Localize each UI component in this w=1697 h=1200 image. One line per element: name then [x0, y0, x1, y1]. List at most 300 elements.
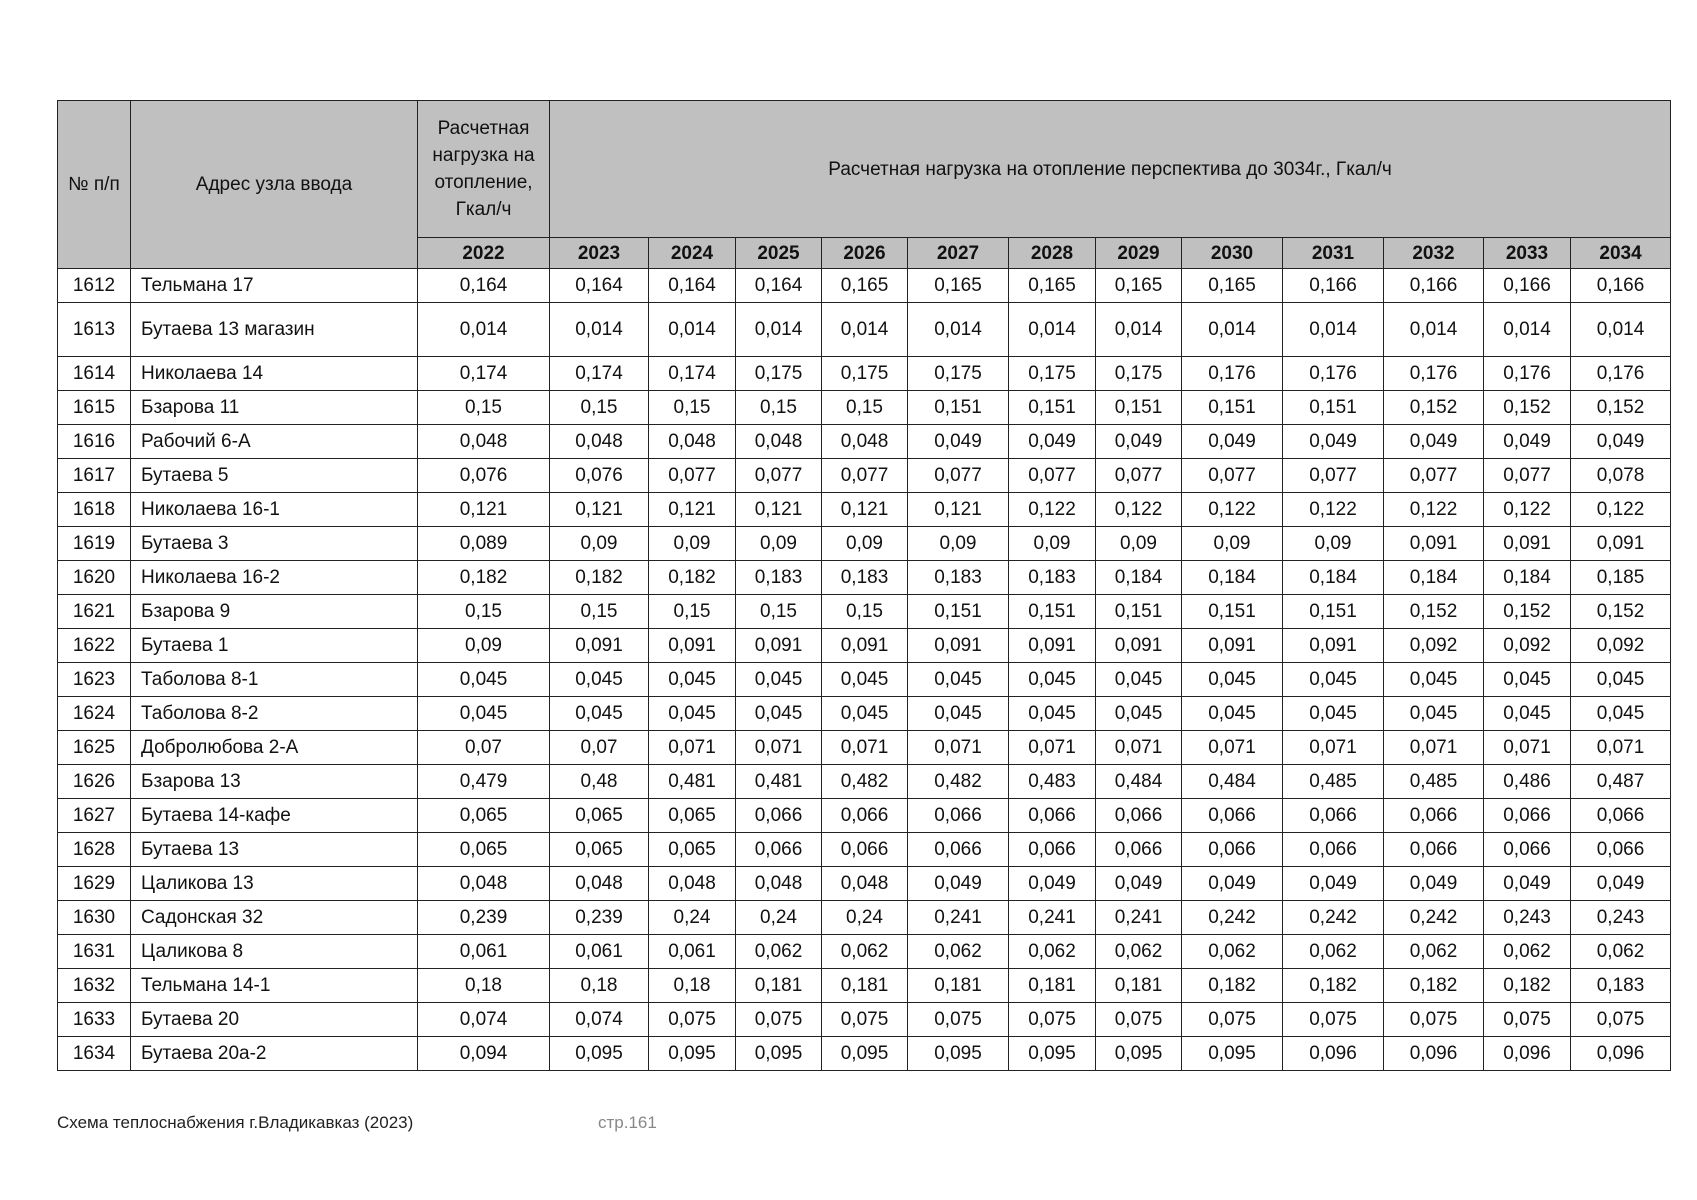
load-value-cell: 0,048	[822, 867, 908, 901]
load-value-cell: 0,077	[908, 459, 1009, 493]
row-address: Таболова 8-1	[131, 663, 418, 697]
load-value-cell: 0,045	[1096, 697, 1182, 731]
load-value-cell: 0,045	[1096, 663, 1182, 697]
load-value-cell: 0,048	[649, 867, 736, 901]
load-value-cell: 0,174	[550, 357, 649, 391]
table-row	[58, 935, 1671, 969]
load-value-cell: 0,095	[908, 1037, 1009, 1071]
load-value-cell: 0,15	[550, 595, 649, 629]
row-address: Бзарова 11	[131, 391, 418, 425]
load-value-cell: 0,09	[550, 527, 649, 561]
load-value-cell: 0,175	[908, 357, 1009, 391]
load-value-cell: 0,09	[649, 527, 736, 561]
load-value-cell: 0,045	[1484, 697, 1571, 731]
load-value-cell: 0,484	[1182, 765, 1283, 799]
load-value-cell: 0,078	[1571, 459, 1671, 493]
load-value-cell: 0,065	[550, 833, 649, 867]
load-value-cell: 0,066	[736, 799, 822, 833]
load-value-cell: 0,152	[1571, 595, 1671, 629]
load-value-cell: 0,181	[1096, 969, 1182, 1003]
row-address: Николаева 16-2	[131, 561, 418, 595]
load-value-cell: 0,183	[822, 561, 908, 595]
load-value-cell: 0,049	[1484, 425, 1571, 459]
load-value-cell: 0,066	[1484, 833, 1571, 867]
table-row	[58, 697, 1671, 731]
load-value-cell: 0,091	[1182, 629, 1283, 663]
load-value-cell: 0,165	[1096, 269, 1182, 303]
load-value-cell: 0,014	[1283, 303, 1384, 357]
row-number: 1630	[58, 901, 131, 935]
header-year: 2031	[1283, 238, 1384, 269]
load-value-cell: 0,151	[1009, 391, 1096, 425]
table-row	[58, 493, 1671, 527]
load-value-cell: 0,184	[1182, 561, 1283, 595]
load-value-cell: 0,075	[736, 1003, 822, 1037]
load-value-cell: 0,048	[736, 425, 822, 459]
load-value-cell: 0,045	[649, 697, 736, 731]
load-value-cell: 0,151	[1283, 391, 1384, 425]
load-value-cell: 0,094	[418, 1037, 550, 1071]
row-address: Бутаева 1	[131, 629, 418, 663]
row-number: 1628	[58, 833, 131, 867]
load-value-cell: 0,066	[1384, 833, 1484, 867]
row-number: 1631	[58, 935, 131, 969]
load-value-cell: 0,182	[1484, 969, 1571, 1003]
load-value-cell: 0,071	[1009, 731, 1096, 765]
load-value-cell: 0,045	[418, 697, 550, 731]
load-value-cell: 0,014	[550, 303, 649, 357]
load-value-cell: 0,045	[649, 663, 736, 697]
row-number: 1620	[58, 561, 131, 595]
load-value-cell: 0,152	[1484, 595, 1571, 629]
load-value-cell: 0,484	[1096, 765, 1182, 799]
load-value-cell: 0,15	[649, 595, 736, 629]
load-value-cell: 0,092	[1571, 629, 1671, 663]
load-value-cell: 0,048	[550, 867, 649, 901]
load-value-cell: 0,065	[649, 833, 736, 867]
load-value-cell: 0,048	[822, 425, 908, 459]
row-number: 1624	[58, 697, 131, 731]
row-address: Бутаева 20а-2	[131, 1037, 418, 1071]
load-value-cell: 0,091	[550, 629, 649, 663]
row-number: 1626	[58, 765, 131, 799]
load-value-cell: 0,481	[736, 765, 822, 799]
load-value-cell: 0,151	[1182, 595, 1283, 629]
load-value-cell: 0,076	[550, 459, 649, 493]
row-address: Бутаева 5	[131, 459, 418, 493]
load-value-cell: 0,075	[1096, 1003, 1182, 1037]
header-year: 2033	[1484, 238, 1571, 269]
load-value-cell: 0,066	[822, 799, 908, 833]
load-value-cell: 0,066	[1283, 799, 1384, 833]
load-value-cell: 0,165	[822, 269, 908, 303]
load-value-cell: 0,062	[1096, 935, 1182, 969]
header-year: 2028	[1009, 238, 1096, 269]
page-number: стр.161	[598, 1113, 657, 1132]
row-number: 1625	[58, 731, 131, 765]
load-value-cell: 0,15	[418, 391, 550, 425]
table-row	[58, 765, 1671, 799]
row-number: 1632	[58, 969, 131, 1003]
load-value-cell: 0,048	[550, 425, 649, 459]
load-value-cell: 0,481	[649, 765, 736, 799]
load-value-cell: 0,066	[736, 833, 822, 867]
load-value-cell: 0,239	[550, 901, 649, 935]
load-value-cell: 0,182	[1182, 969, 1283, 1003]
load-value-cell: 0,014	[1484, 303, 1571, 357]
row-address: Рабочий 6-А	[131, 425, 418, 459]
load-value-cell: 0,091	[736, 629, 822, 663]
load-value-cell: 0,048	[418, 867, 550, 901]
row-address: Бзарова 9	[131, 595, 418, 629]
load-value-cell: 0,18	[418, 969, 550, 1003]
load-value-cell: 0,075	[908, 1003, 1009, 1037]
row-number: 1613	[58, 303, 131, 357]
load-value-cell: 0,066	[822, 833, 908, 867]
load-value-cell: 0,07	[418, 731, 550, 765]
load-value-cell: 0,15	[418, 595, 550, 629]
load-value-cell: 0,164	[649, 269, 736, 303]
load-value-cell: 0,122	[1571, 493, 1671, 527]
row-number: 1618	[58, 493, 131, 527]
row-number: 1612	[58, 269, 131, 303]
load-value-cell: 0,479	[418, 765, 550, 799]
load-value-cell: 0,049	[1096, 867, 1182, 901]
header-year: 2023	[550, 238, 649, 269]
load-value-cell: 0,183	[1009, 561, 1096, 595]
load-value-cell: 0,24	[649, 901, 736, 935]
row-number: 1627	[58, 799, 131, 833]
load-value-cell: 0,061	[649, 935, 736, 969]
load-value-cell: 0,045	[1484, 663, 1571, 697]
load-value-cell: 0,166	[1283, 269, 1384, 303]
load-value-cell: 0,242	[1283, 901, 1384, 935]
load-value-cell: 0,174	[649, 357, 736, 391]
load-value-cell: 0,014	[1384, 303, 1484, 357]
load-value-cell: 0,485	[1384, 765, 1484, 799]
load-value-cell: 0,045	[550, 663, 649, 697]
load-value-cell: 0,049	[1182, 425, 1283, 459]
load-value-cell: 0,241	[1096, 901, 1182, 935]
load-value-cell: 0,065	[550, 799, 649, 833]
load-value-cell: 0,045	[908, 697, 1009, 731]
load-value-cell: 0,184	[1096, 561, 1182, 595]
table-row	[58, 425, 1671, 459]
load-value-cell: 0,014	[649, 303, 736, 357]
load-value-cell: 0,045	[1283, 663, 1384, 697]
load-value-cell: 0,077	[822, 459, 908, 493]
load-value-cell: 0,174	[418, 357, 550, 391]
load-value-cell: 0,183	[908, 561, 1009, 595]
load-value-cell: 0,185	[1571, 561, 1671, 595]
load-value-cell: 0,091	[1096, 629, 1182, 663]
table-row	[58, 629, 1671, 663]
load-value-cell: 0,165	[1009, 269, 1096, 303]
load-value-cell: 0,18	[649, 969, 736, 1003]
load-value-cell: 0,071	[1182, 731, 1283, 765]
load-value-cell: 0,122	[1384, 493, 1484, 527]
load-value-cell: 0,048	[736, 867, 822, 901]
load-value-cell: 0,071	[908, 731, 1009, 765]
load-value-cell: 0,045	[822, 697, 908, 731]
row-address: Николаева 14	[131, 357, 418, 391]
load-value-cell: 0,181	[1009, 969, 1096, 1003]
load-value-cell: 0,09	[736, 527, 822, 561]
load-value-cell: 0,165	[1182, 269, 1283, 303]
load-value-cell: 0,071	[736, 731, 822, 765]
load-value-cell: 0,077	[1009, 459, 1096, 493]
load-value-cell: 0,014	[736, 303, 822, 357]
load-value-cell: 0,045	[736, 663, 822, 697]
load-value-cell: 0,045	[1182, 697, 1283, 731]
load-value-cell: 0,182	[418, 561, 550, 595]
load-value-cell: 0,096	[1484, 1037, 1571, 1071]
load-value-cell: 0,075	[649, 1003, 736, 1037]
load-value-cell: 0,151	[908, 595, 1009, 629]
header-year: 2025	[736, 238, 822, 269]
load-value-cell: 0,077	[1384, 459, 1484, 493]
load-value-cell: 0,045	[1571, 697, 1671, 731]
load-value-cell: 0,176	[1384, 357, 1484, 391]
load-value-cell: 0,062	[1384, 935, 1484, 969]
load-value-cell: 0,166	[1571, 269, 1671, 303]
load-value-cell: 0,045	[1384, 663, 1484, 697]
load-value-cell: 0,049	[908, 867, 1009, 901]
table-row	[58, 303, 1671, 357]
load-value-cell: 0,182	[1283, 969, 1384, 1003]
load-value-cell: 0,014	[822, 303, 908, 357]
load-value-cell: 0,175	[736, 357, 822, 391]
table-row	[58, 357, 1671, 391]
load-value-cell: 0,095	[1009, 1037, 1096, 1071]
load-value-cell: 0,122	[1484, 493, 1571, 527]
load-value-cell: 0,091	[1484, 527, 1571, 561]
load-value-cell: 0,091	[1283, 629, 1384, 663]
row-address: Бутаева 13 магазин	[131, 303, 418, 357]
header-year: 2027	[908, 238, 1009, 269]
load-value-cell: 0,071	[1571, 731, 1671, 765]
load-value-cell: 0,066	[1096, 799, 1182, 833]
table-row	[58, 391, 1671, 425]
load-value-cell: 0,242	[1384, 901, 1484, 935]
load-value-cell: 0,062	[1283, 935, 1384, 969]
load-value-cell: 0,065	[418, 799, 550, 833]
load-value-cell: 0,075	[822, 1003, 908, 1037]
load-value-cell: 0,077	[1484, 459, 1571, 493]
load-value-cell: 0,182	[649, 561, 736, 595]
load-value-cell: 0,15	[550, 391, 649, 425]
header-year: 2026	[822, 238, 908, 269]
header-year: 2034	[1571, 238, 1671, 269]
table-row	[58, 459, 1671, 493]
load-value-cell: 0,066	[1096, 833, 1182, 867]
load-value-cell: 0,482	[822, 765, 908, 799]
header-year: 2032	[1384, 238, 1484, 269]
load-value-cell: 0,077	[1283, 459, 1384, 493]
load-value-cell: 0,077	[649, 459, 736, 493]
row-number: 1615	[58, 391, 131, 425]
load-value-cell: 0,049	[1182, 867, 1283, 901]
load-value-cell: 0,182	[1384, 969, 1484, 1003]
load-value-cell: 0,487	[1571, 765, 1671, 799]
row-number: 1634	[58, 1037, 131, 1071]
load-value-cell: 0,048	[418, 425, 550, 459]
load-value-cell: 0,175	[1009, 357, 1096, 391]
load-value-cell: 0,049	[1484, 867, 1571, 901]
header-address: Адрес узла ввода	[131, 101, 418, 269]
load-value-cell: 0,166	[1484, 269, 1571, 303]
load-value-cell: 0,062	[1571, 935, 1671, 969]
load-value-cell: 0,151	[1182, 391, 1283, 425]
load-value-cell: 0,165	[908, 269, 1009, 303]
load-value-cell: 0,09	[1096, 527, 1182, 561]
load-value-cell: 0,241	[1009, 901, 1096, 935]
load-value-cell: 0,045	[1283, 697, 1384, 731]
load-value-cell: 0,075	[1283, 1003, 1384, 1037]
load-value-cell: 0,241	[908, 901, 1009, 935]
row-address: Бутаева 20	[131, 1003, 418, 1037]
load-value-cell: 0,066	[1283, 833, 1384, 867]
load-value-cell: 0,09	[822, 527, 908, 561]
table-row	[58, 1037, 1671, 1071]
load-value-cell: 0,243	[1484, 901, 1571, 935]
header-year: 2024	[649, 238, 736, 269]
load-value-cell: 0,24	[822, 901, 908, 935]
header-perspective: Расчетная нагрузка на отопление перспектива до 3034г., Гкал/ч	[550, 101, 1671, 238]
load-value-cell: 0,15	[736, 595, 822, 629]
load-value-cell: 0,049	[1384, 867, 1484, 901]
load-value-cell: 0,089	[418, 527, 550, 561]
load-value-cell: 0,062	[736, 935, 822, 969]
table-row	[58, 663, 1671, 697]
load-value-cell: 0,164	[550, 269, 649, 303]
row-address: Цаликова 8	[131, 935, 418, 969]
load-value-cell: 0,014	[1571, 303, 1671, 357]
load-value-cell: 0,045	[1009, 697, 1096, 731]
load-value-cell: 0,045	[1571, 663, 1671, 697]
load-value-cell: 0,071	[649, 731, 736, 765]
load-value-cell: 0,062	[908, 935, 1009, 969]
load-value-cell: 0,095	[550, 1037, 649, 1071]
load-value-cell: 0,485	[1283, 765, 1384, 799]
load-value-cell: 0,075	[1009, 1003, 1096, 1037]
load-value-cell: 0,045	[418, 663, 550, 697]
load-value-cell: 0,121	[736, 493, 822, 527]
load-value-cell: 0,152	[1484, 391, 1571, 425]
row-address: Таболова 8-2	[131, 697, 418, 731]
load-value-cell: 0,183	[1571, 969, 1671, 1003]
load-value-cell: 0,049	[908, 425, 1009, 459]
load-value-cell: 0,239	[418, 901, 550, 935]
load-value-cell: 0,183	[736, 561, 822, 595]
load-value-cell: 0,151	[1283, 595, 1384, 629]
load-value-cell: 0,074	[550, 1003, 649, 1037]
load-value-cell: 0,176	[1571, 357, 1671, 391]
heat-load-table	[57, 100, 1671, 1071]
table-row	[58, 561, 1671, 595]
table-row	[58, 969, 1671, 1003]
load-value-cell: 0,176	[1283, 357, 1384, 391]
row-number: 1622	[58, 629, 131, 663]
load-value-cell: 0,074	[418, 1003, 550, 1037]
row-number: 1617	[58, 459, 131, 493]
table-row	[58, 1003, 1671, 1037]
load-value-cell: 0,181	[822, 969, 908, 1003]
load-value-cell: 0,066	[908, 799, 1009, 833]
load-value-cell: 0,049	[1571, 867, 1671, 901]
load-value-cell: 0,045	[822, 663, 908, 697]
load-value-cell: 0,095	[1096, 1037, 1182, 1071]
load-value-cell: 0,091	[1009, 629, 1096, 663]
load-value-cell: 0,066	[1571, 833, 1671, 867]
load-value-cell: 0,483	[1009, 765, 1096, 799]
table-row	[58, 595, 1671, 629]
load-value-cell: 0,18	[550, 969, 649, 1003]
load-value-cell: 0,152	[1384, 595, 1484, 629]
load-value-cell: 0,066	[1009, 799, 1096, 833]
load-value-cell: 0,077	[1182, 459, 1283, 493]
load-value-cell: 0,121	[649, 493, 736, 527]
load-value-cell: 0,24	[736, 901, 822, 935]
load-value-cell: 0,066	[1571, 799, 1671, 833]
load-value-cell: 0,092	[1384, 629, 1484, 663]
load-value-cell: 0,176	[1484, 357, 1571, 391]
load-value-cell: 0,15	[822, 595, 908, 629]
load-value-cell: 0,066	[1009, 833, 1096, 867]
load-value-cell: 0,071	[1096, 731, 1182, 765]
load-value-cell: 0,045	[908, 663, 1009, 697]
header-year: 2022	[418, 238, 550, 269]
table-row	[58, 867, 1671, 901]
header-year: 2029	[1096, 238, 1182, 269]
load-value-cell: 0,091	[1384, 527, 1484, 561]
load-value-cell: 0,243	[1571, 901, 1671, 935]
table-row	[58, 901, 1671, 935]
load-value-cell: 0,122	[1096, 493, 1182, 527]
load-value-cell: 0,122	[1182, 493, 1283, 527]
load-value-cell: 0,014	[1182, 303, 1283, 357]
load-value-cell: 0,062	[1182, 935, 1283, 969]
load-value-cell: 0,048	[649, 425, 736, 459]
load-value-cell: 0,176	[1182, 357, 1283, 391]
load-value-cell: 0,152	[1571, 391, 1671, 425]
load-value-cell: 0,181	[908, 969, 1009, 1003]
load-value-cell: 0,175	[1096, 357, 1182, 391]
load-value-cell: 0,075	[1571, 1003, 1671, 1037]
load-value-cell: 0,065	[418, 833, 550, 867]
load-value-cell: 0,151	[1009, 595, 1096, 629]
row-number: 1623	[58, 663, 131, 697]
load-value-cell: 0,151	[1096, 595, 1182, 629]
load-value-cell: 0,014	[908, 303, 1009, 357]
row-address: Цаликова 13	[131, 867, 418, 901]
row-number: 1621	[58, 595, 131, 629]
load-value-cell: 0,071	[822, 731, 908, 765]
load-value-cell: 0,122	[1009, 493, 1096, 527]
load-value-cell: 0,091	[822, 629, 908, 663]
load-value-cell: 0,065	[649, 799, 736, 833]
load-value-cell: 0,15	[822, 391, 908, 425]
load-value-cell: 0,062	[1484, 935, 1571, 969]
load-value-cell: 0,184	[1484, 561, 1571, 595]
load-value-cell: 0,091	[908, 629, 1009, 663]
load-value-cell: 0,164	[736, 269, 822, 303]
load-value-cell: 0,122	[1283, 493, 1384, 527]
load-value-cell: 0,066	[1182, 833, 1283, 867]
row-number: 1633	[58, 1003, 131, 1037]
load-value-cell: 0,071	[1384, 731, 1484, 765]
row-address: Николаева 16-1	[131, 493, 418, 527]
